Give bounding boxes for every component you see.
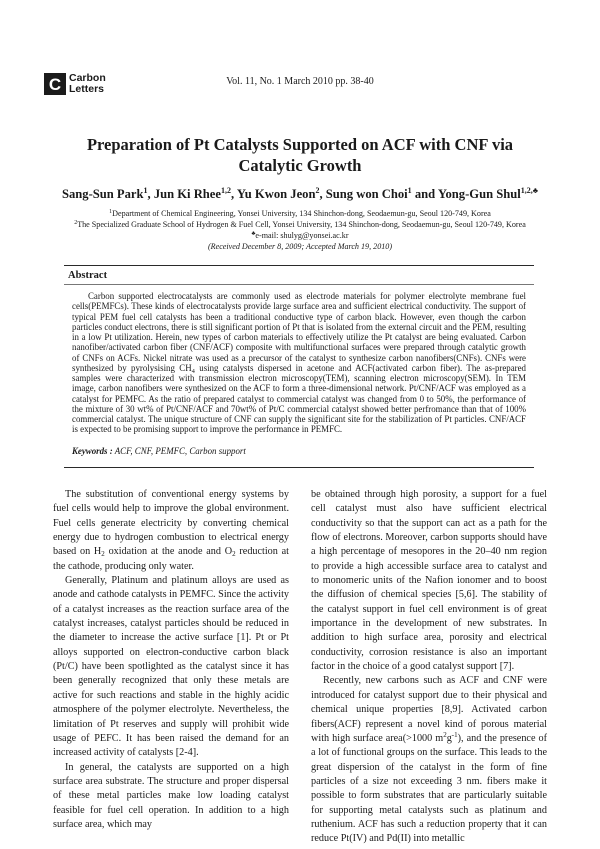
affiliation-1: $^1$Department of Chemical Engineering, Yonsei University, 134 Shinchon-dong, Seodaemun-gu, Seoul 120-749, Korea bbox=[109, 209, 491, 218]
body-paragraph: be obtained through high porosity, a support for a fuel cell catalyst must also have sufficient electrical conductivity so that the support can act as a path for the flow of electrons. Moreover, carbon supports should have a high percentage of mesopores in the 20–40 nm region to provide a high accessible surface area to catalyst and to monomeric units of the Nafion ionomer and to boost the diffusion of chemical species [5,6]. The stability of the catalyst support in fuel cell environment is of great importance in the development of new substrates. In addition to high surface area, porosity and electrical conductivity, corrosion resistance is also an important factor in the choice of a good catalyst support [7]. bbox=[311, 489, 547, 673]
author-name: Yu Kwon Jeon bbox=[236, 187, 316, 201]
author-list: Sang-Sun Park$^1$, Jun Ki Rhee$^{1,2}$, Yu Kwon Jeon$^2$, Sung won Choi$^1$ and Yong-Gun Shul$^{1,2,♣}$ bbox=[61, 186, 539, 201]
author-affil-mark: 1 bbox=[143, 186, 148, 195]
paper-title bbox=[60, 134, 540, 176]
logo-line-1: Carbon bbox=[69, 72, 106, 84]
title-line-2: Catalytic Growth bbox=[238, 156, 362, 175]
logo-letter: C bbox=[48, 74, 62, 94]
abstract-heading: Abstract bbox=[68, 270, 108, 281]
body-paragraph: In general, the catalysts are supported on a high surface area substrate. The structure and proper dispersal of these metal particles make low loading catalyst feasible for fuel cell operation. In addition to a high surface area, which may bbox=[53, 761, 289, 830]
body-column-right bbox=[311, 488, 547, 847]
abstract-text: Carbon supported electrocatalysts are commonly used as electrode materials for polymer electrolyte membrane fuel cells(PEMFCs). These kinds of electrocatalysts provide large surface area and sufficient electrical conductivity. The support of typical PEM fuel cell catalysts has been a traditional conductive type of carbon black. However, even though the carbon particles conduct electrons, there is still significant portion of Pt that is isolated from the external circuit and the PEM, resulting in a low Pt utilization. Herein, new types of carbon materials to effectively utilize the Pt catalyst are being evaluated. Carbon nanofiber/activated carbon fiber (CNF/ACF) composite with multifunctional surfaces were prepared through catalytic growth of CNFs on ACFs. Nickel nitrate was used as a precursor of the catalyst to synthesize carbon nanofibers(CNFs). CNFs were synthesized by pyrolysising $CH_4$ using catalysts dispersed in acetone and ACF(activated carbon fiber). The as-prepared samples were characterized with transmission electron microscopy(TEM), scanning electron microscopy(SEM). In TEM image, carbon nanofibers were synthesized on the ACF to form a three-dimensional network. Pt/CNF/ACF was employed as a catalyst for PEMFC. As the ratio of prepared catalyst to commercial catalyst was changed from 0 to 50%, the performance of the mixture of 30 wt% of Pt/CNF/ACF and 70wt% of Pt/C commercial catalyst showed better perfromance than that of 100% commercial catalyst. The unique structure of CNF can supply the significant site for the stabilization of Pt particles. CNF/ACF is expected to be promising support to improve the performance in PEMFC. bbox=[72, 291, 526, 435]
author-affil-mark: 1 bbox=[407, 186, 412, 195]
author-name: Yong-Gun Shul bbox=[437, 187, 521, 201]
keywords-value: ACF, CNF, PEMFC, Carbon support bbox=[112, 446, 246, 456]
corresponding-email: ♣e-mail: shulyg@yonsei.ac.kr bbox=[251, 231, 349, 240]
title-line-1: Preparation of Pt Catalysts Supported on ACF with CNF via bbox=[86, 135, 514, 154]
abstract-divider bbox=[64, 284, 534, 285]
author-name: Sang-Sun Park bbox=[61, 187, 144, 201]
body-column-left bbox=[53, 488, 289, 832]
body-paragraph: Recently, new carbons such as ACF and CNF were introduced for catalyst support due to their physical and chemical unique properties [8,9]. Activated carbon fibers(ACF) represent a novel kind of porous material with high surface area(>1000 $m^2g^{-1}$), and the presence of a lot of functional groups on the surface. This leads to the great dispersion of the catalyst in the form of fine particles of a size not exceeding 3 nm. fibers make it possible to form substrates that are particularly suitable for supporting metal catalysts such as platinum and ruthenium. ACF has such a reduction property that it can reduce Pt(IV) and Pd(II) into metallic bbox=[311, 675, 547, 845]
affiliation-2: $^2$The Specialized Graduate School of Hydrogen & Fuel Cell, Yonsei University, 134 Shinchon-dong, Seodaemun-gu, Seoul 120-749, Korea bbox=[74, 220, 526, 229]
volume-info: Vol. 11, No. 1 March 2010 pp. 38-40 bbox=[226, 76, 374, 87]
author-name: Sung won Choi bbox=[325, 187, 408, 201]
author-name: Jun Ki Rhee bbox=[153, 187, 221, 201]
logo-line-2: Letters bbox=[69, 83, 105, 95]
author-affil-mark: 1,2,♣ bbox=[520, 186, 539, 195]
body-paragraph: The substitution of conventional energy systems by fuel cells would help to improve the global environment. Fuel cells generate electricity by converting chemical energy due to hydrogen combustion to electrical energy based on $H_2$ oxidation at the anode and $O_2$ reduction at the cathode, producing only water. bbox=[53, 489, 289, 572]
club-icon: ♣ bbox=[251, 231, 256, 237]
received-dates: (Received December 8, 2009; Accepted March 19, 2010) bbox=[207, 242, 393, 251]
author-affil-mark: 1,2 bbox=[221, 186, 231, 195]
keywords bbox=[72, 446, 246, 456]
keywords-label: Keywords : bbox=[72, 446, 113, 456]
author-affil-mark: 2 bbox=[315, 186, 320, 195]
body-paragraph: Generally, Platinum and platinum alloys are used as anode and cathode catalysts in PEMFC. Since the activity of a catalyst increases as the reaction surface area of the catalyst increases, catalyst particles should be reduced in the diameter to increase the active surface [1]. Pt or Pt alloys supported on electron-conductive carbon black (Pt/C) have been spotlighted as the catalyst since it has been generally recognized that only these metals are active for such reactions and stable in the highly acidic atmosphere of the polymer electrolyte. Nevertheless, the limitation of Pt reserves and supply will prohibit wide usage of PEFC. It has been raised the demand for an increased activity of catalysts [2-4]. bbox=[53, 575, 289, 759]
